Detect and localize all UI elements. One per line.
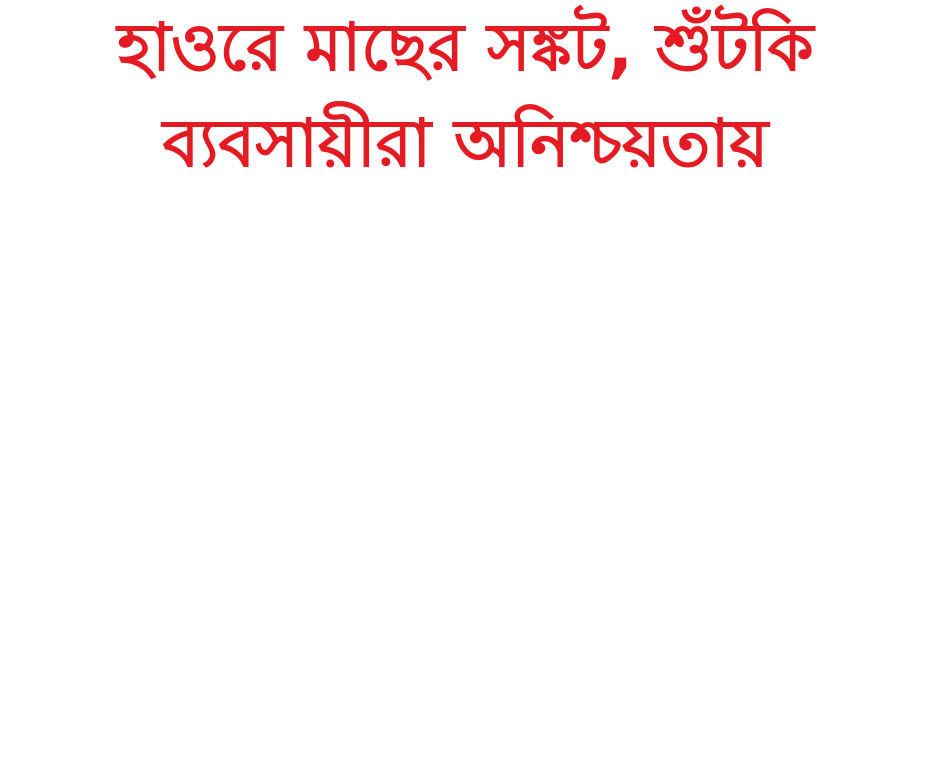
headline-line-2: ব্যবসায়ীরা অনিশ্চয়তায় (162, 105, 769, 182)
headline-line-1: হাওরে মাছের সঙ্কট, শুঁটকি (117, 9, 814, 86)
headline (0, 0, 931, 200)
